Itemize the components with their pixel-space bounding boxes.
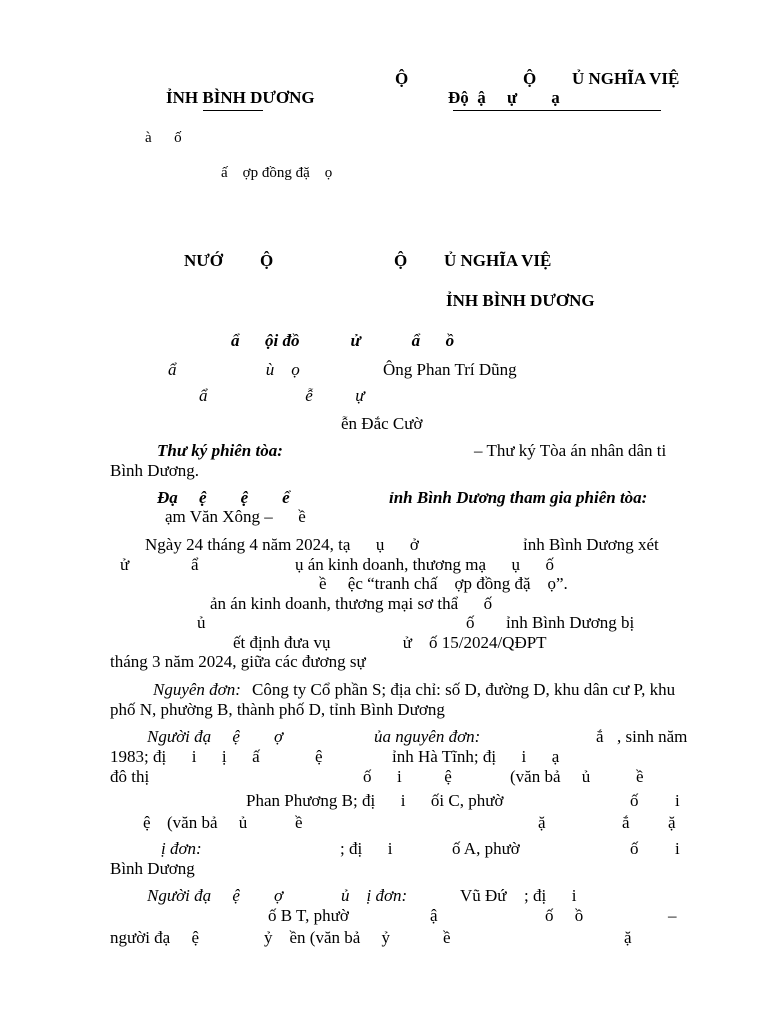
defendant-rep-l3-d: ặ	[624, 928, 632, 947]
p1-line5-b: ố	[466, 613, 475, 632]
defendant-rep-label-a: Người đạ ệ ợ	[147, 886, 284, 905]
plaintiff-rep-l5-f: ặ	[668, 813, 676, 832]
case-subject: ấ ợp đồng đặ ọ	[221, 165, 333, 181]
judges-label: ẩ ễ ự	[199, 386, 365, 405]
plaintiff-rep-l5-b: (văn bả ủ	[167, 813, 248, 832]
plaintiff-text: Công ty Cổ phần S; địa chỉ: số D, đường D, khu dân cư P, khu	[252, 680, 676, 699]
plaintiff-rep-l1-a: ắ	[596, 727, 604, 746]
p1-line6: ết định đưa vụ ử ố 15/2024/QĐPT	[233, 633, 547, 652]
p1-line5-a: ủ	[197, 613, 206, 632]
plaintiff-rep-l2-c: ỉnh Hà Tĩnh; đị i ạ	[392, 747, 560, 766]
plaintiff-rep-l3-d: ề	[636, 767, 644, 786]
defendant-line2: Bình Dương	[110, 859, 195, 878]
plaintiff-rep-l3-c: (văn bả ủ	[510, 767, 591, 786]
defendant-rep-l3-b: ỷ ền (văn bả ỷ	[264, 928, 391, 947]
procuracy-label-a: Đạ ệ ệ ể	[157, 488, 290, 507]
title-fragment-3: Ộ	[394, 251, 408, 270]
header-right-underline	[453, 110, 661, 111]
defendant-c: ố	[630, 839, 639, 858]
defendant-rep-l1-b: ; đị i	[524, 886, 577, 905]
plaintiff-rep-label-a: Người đạ ệ ợ	[147, 727, 284, 746]
header-motto: Độ ậ ự ạ	[448, 88, 560, 107]
defendant-rep-l2-d: –	[668, 906, 677, 925]
title-fragment-4: Ủ NGHĨA VIỆ	[444, 251, 552, 270]
p1-line2-b: ẩ	[191, 555, 199, 574]
header-court-name: ỈNH BÌNH DƯƠNG	[166, 88, 315, 107]
panel-intro: ẩ ội đồ ử ẩ ồ	[231, 331, 455, 350]
p1-line4: ản án kinh doanh, thương mại sơ thẩ ố	[210, 594, 493, 613]
defendant-rep-l2-b: ậ	[430, 906, 438, 925]
title-fragment-1: NƯỚ	[184, 251, 224, 270]
clerk-label: Thư ký phiên tòa:	[157, 441, 283, 460]
defendant-rep-l1-a: Vũ Đứ	[460, 886, 507, 905]
p1-line2-a: ử	[120, 555, 130, 574]
header-right-fragment-2: Ộ	[523, 69, 537, 88]
header-left-underline	[203, 110, 263, 111]
judge-name: ễn Đắc Cườ	[341, 414, 423, 433]
defendant-rep-l3-a: người đạ ệ	[110, 928, 200, 947]
p1-line1-b: ỉnh Bình Dương xét	[523, 535, 659, 554]
plaintiff-rep-l3-a: đô thị	[110, 767, 150, 786]
plaintiff-rep-l4-b: ố	[630, 791, 639, 810]
plaintiff-rep-l4-c: i	[675, 791, 680, 810]
p1-line1-a: Ngày 24 tháng 4 năm 2024, tạ ụ ở	[145, 535, 419, 554]
plaintiff-rep-l1-b: , sinh năm	[617, 727, 688, 746]
defendant-rep-label-b: ủ ị đơn:	[341, 886, 408, 905]
defendant-label: ị đơn:	[161, 839, 202, 858]
plaintiff-rep-l5-d: ặ	[538, 813, 546, 832]
defendant-rep-l2-a: ố B T, phườ	[268, 906, 349, 925]
plaintiff-rep-l5-a: ệ	[143, 813, 151, 832]
plaintiff-rep-label-b: ủa nguyên đơn:	[374, 727, 481, 746]
plaintiff-rep-l2-a: 1983; đị i ị ấ	[110, 747, 260, 766]
clerk-text: – Thư ký Tòa án nhân dân ti	[474, 441, 667, 460]
plaintiff-rep-l2-b: ệ	[315, 747, 323, 766]
plaintiff-label: Nguyên đơn:	[153, 680, 241, 699]
defendant-b: ố A, phườ	[452, 839, 520, 858]
title-court-name: ỈNH BÌNH DƯƠNG	[446, 291, 595, 310]
case-number: à ố	[145, 130, 182, 146]
presiding-judge-name: Ông Phan Trí Dũng	[383, 360, 517, 379]
title-fragment-2: Ộ	[260, 251, 274, 270]
defendant-rep-l2-c: ố ồ	[545, 906, 584, 925]
plaintiff-rep-l5-c: ề	[295, 813, 303, 832]
defendant-d: i	[675, 839, 680, 858]
procuracy-line2: ạm Văn Xông – ề	[165, 507, 306, 526]
header-right-fragment-3: Ủ NGHĨA VIỆ	[572, 69, 680, 88]
header-right-fragment-1: Ộ	[395, 69, 409, 88]
plaintiff-line2: phố N, phường B, thành phố D, tỉnh Bình Dương	[110, 700, 445, 719]
clerk-line2: Bình Dương.	[110, 461, 200, 480]
plaintiff-rep-l4-a: Phan Phương B; đị i ối C, phườ	[246, 791, 504, 810]
procuracy-label-b: ỉnh Bình Dương tham gia phiên tòa:	[389, 488, 648, 507]
p1-line2-c: ụ án kinh doanh, thương mạ ụ ố	[295, 555, 555, 574]
plaintiff-rep-l3-b: ố i ệ	[363, 767, 452, 786]
p1-line3: ề ệc “tranh chấ ợp đồng đặ ọ”.	[319, 574, 568, 593]
p1-line5-c: ỉnh Bình Dương bị	[506, 613, 635, 632]
defendant-a: ; đị i	[340, 839, 393, 858]
p1-line7: tháng 3 năm 2024, giữa các đương sự	[110, 652, 366, 671]
presiding-judge-label: ẩ ù ọ	[168, 360, 300, 379]
plaintiff-rep-l5-e: ắ	[622, 813, 630, 832]
defendant-rep-l3-c: ề	[443, 928, 451, 947]
